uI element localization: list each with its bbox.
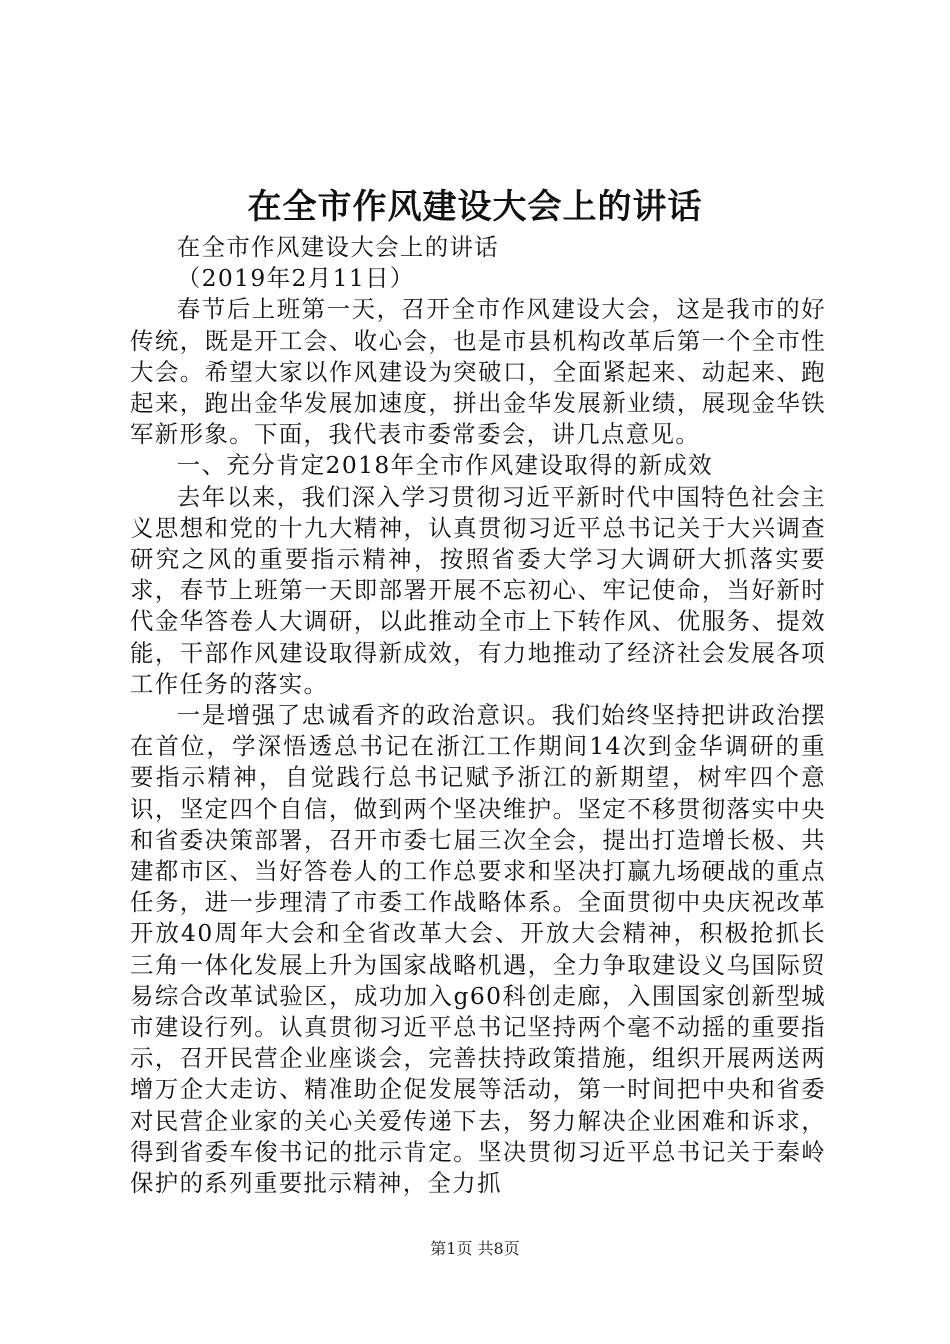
section-heading: 一、充分肯定2018年全市作风建设取得的新成效 — [176, 451, 713, 480]
document-title: 在全市作风建设大会上的讲话 — [247, 187, 703, 227]
paragraph-intro: 春节后上班第一天，召开全市作风建设大会，这是我市的好传统，既是开工会、收心会，也是市县机构改革后第一个全市性大会。希望大家以作风建设为突破口，全面紧起来、动起来、跑起来，跑出金华发展加速度，拼出金华发展新业绩，展现金华铁军新形象。下面，我代表市委常委会，讲几点意见。 — [130, 295, 826, 449]
page-number: 第1页 共8页 — [430, 1239, 520, 1258]
paragraph-point-one: 一是增强了忠诚看齐的政治意识。我们始终坚持把讲政治摆在首位，学深悟透总书记在浙江工作期间14次到金华调研的重要指示精神，自觉践行总书记赋予浙江的新期望，树牢四个意识，坚定四个自信，做到两个坚决维护。坚定不移贯彻落实中央和省委决策部署，召开市委七届三次全会，提出打造增长极、共建都市区、当好答卷人的工作总要求和坚决打赢九场硬战的重点任务，进一步理清了市委工作战略体系。全面贯彻中央庆祝改革开放40周年大会和全省改革大会、开放大会精神，积极抢抓长三角一体化发展上升为国家战略机遇，全力争取建设义乌国际贸易综合改革试验区，成功加入g60科创走廊，入围国家创新型城市建设行列。认真贯彻习近平总书记坚持两个毫不动摇的重要指示，召开民营企业座谈会，完善扶持政策措施，组织开展两送两增万企大走访、精准助企促发展等活动，第一时间把中央和省委对民营企业家的关心关爱传递下去，努力解决企业困难和诉求，得到省委车俊书记的批示肯定。坚决贯彻习近平总书记关于秦岭保护的系列重要批示精神，全力抓 — [130, 701, 826, 1198]
paragraph-review: 去年以来，我们深入学习贯彻习近平新时代中国特色社会主义思想和党的十九大精神，认真贯彻习近平总书记关于大兴调查研究之风的重要指示精神，按照省委大学习大调研大抓落实要求，春节上班第一天即部署开展不忘初心、牢记使命，当好新时代金华答卷人大调研，以此推动全市上下转作风、优服务、提效能，干部作风建设取得新成效，有力地推动了经济社会发展各项工作任务的落实。 — [130, 482, 826, 698]
paragraph-date: （2019年2月11日） — [176, 264, 415, 293]
paragraph-subtitle: 在全市作风建设大会上的讲话 — [176, 233, 500, 261]
document-body — [130, 232, 826, 1199]
